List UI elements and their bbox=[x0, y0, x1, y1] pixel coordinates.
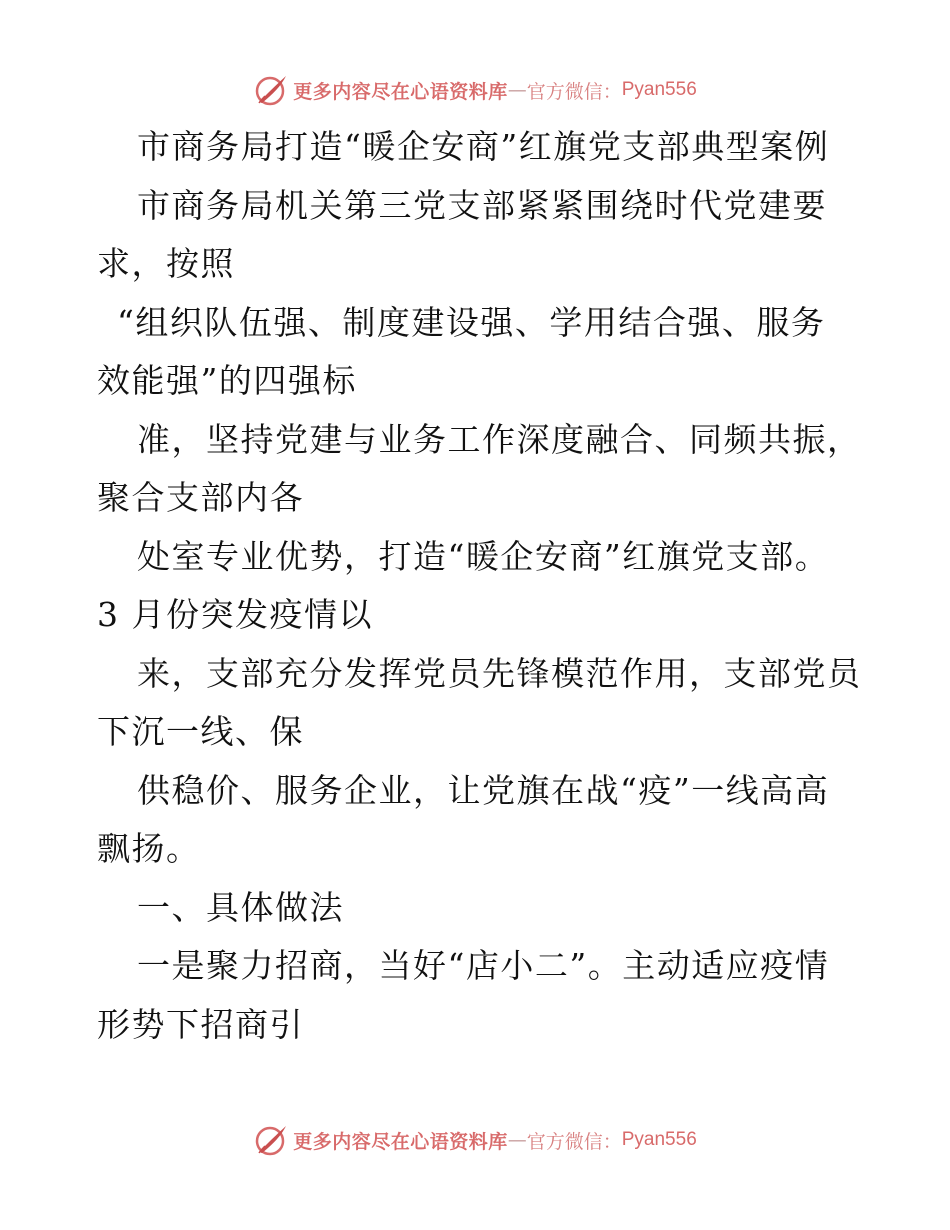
watermark-suffix: 官方微信： bbox=[526, 1130, 622, 1153]
paragraph-line: 聚合支部内各 bbox=[97, 478, 304, 517]
watermark-text: 更多内容尽在心语资料库 bbox=[293, 1130, 508, 1153]
header-watermark bbox=[0, 70, 950, 110]
watermark-text: 更多内容尽在心语资料库 bbox=[293, 80, 508, 103]
paragraph-line: 一是聚力招商，当好“店小二”。主动适应疫情 bbox=[137, 946, 830, 985]
paragraph-line: 3 月份突发疫情以 bbox=[97, 595, 373, 634]
watermark-id: Pyan556 bbox=[621, 1129, 697, 1150]
paragraph-line: 来，支部充分发挥党员先锋模范作用，支部党员 bbox=[137, 653, 862, 693]
watermark-id: Pyan556 bbox=[621, 79, 697, 100]
document-title: 市商务局打造“暖企安商”红旗党支部典型案例 bbox=[137, 127, 830, 166]
paragraph-line: 飘扬。 bbox=[97, 829, 201, 868]
section-heading: 一、具体做法 bbox=[137, 887, 344, 927]
paragraph-line: 形势下招商引 bbox=[97, 1004, 304, 1044]
watermark-suffix: 官方微信： bbox=[526, 80, 622, 103]
watermark-dash: — bbox=[507, 1129, 527, 1151]
quill-logo-icon bbox=[253, 72, 289, 108]
paragraph-line: 下沉一线、保 bbox=[97, 712, 304, 751]
paragraph-line: 市商务局机关第三党支部紧紧围绕时代党建要 bbox=[137, 185, 827, 225]
document-body bbox=[97, 118, 862, 1054]
paragraph-line: 求，按照 bbox=[97, 244, 235, 283]
paragraph-line: 效能强”的四强标 bbox=[97, 361, 357, 400]
paragraph-line: 处室专业优势，打造“暖企安商”红旗党支部。 bbox=[137, 536, 830, 576]
quill-logo-icon bbox=[253, 1122, 289, 1158]
paragraph-line: 供稳价、服务企业，让党旗在战“疫”一线高高 bbox=[137, 770, 830, 810]
footer-watermark bbox=[0, 1120, 950, 1160]
paragraph-line: “组织队伍强、制度建设强、学用结合强、服务 bbox=[117, 302, 826, 342]
paragraph-line: 准，坚持党建与业务工作深度融合、同频共振， bbox=[137, 419, 862, 459]
watermark-dash: — bbox=[507, 79, 527, 101]
